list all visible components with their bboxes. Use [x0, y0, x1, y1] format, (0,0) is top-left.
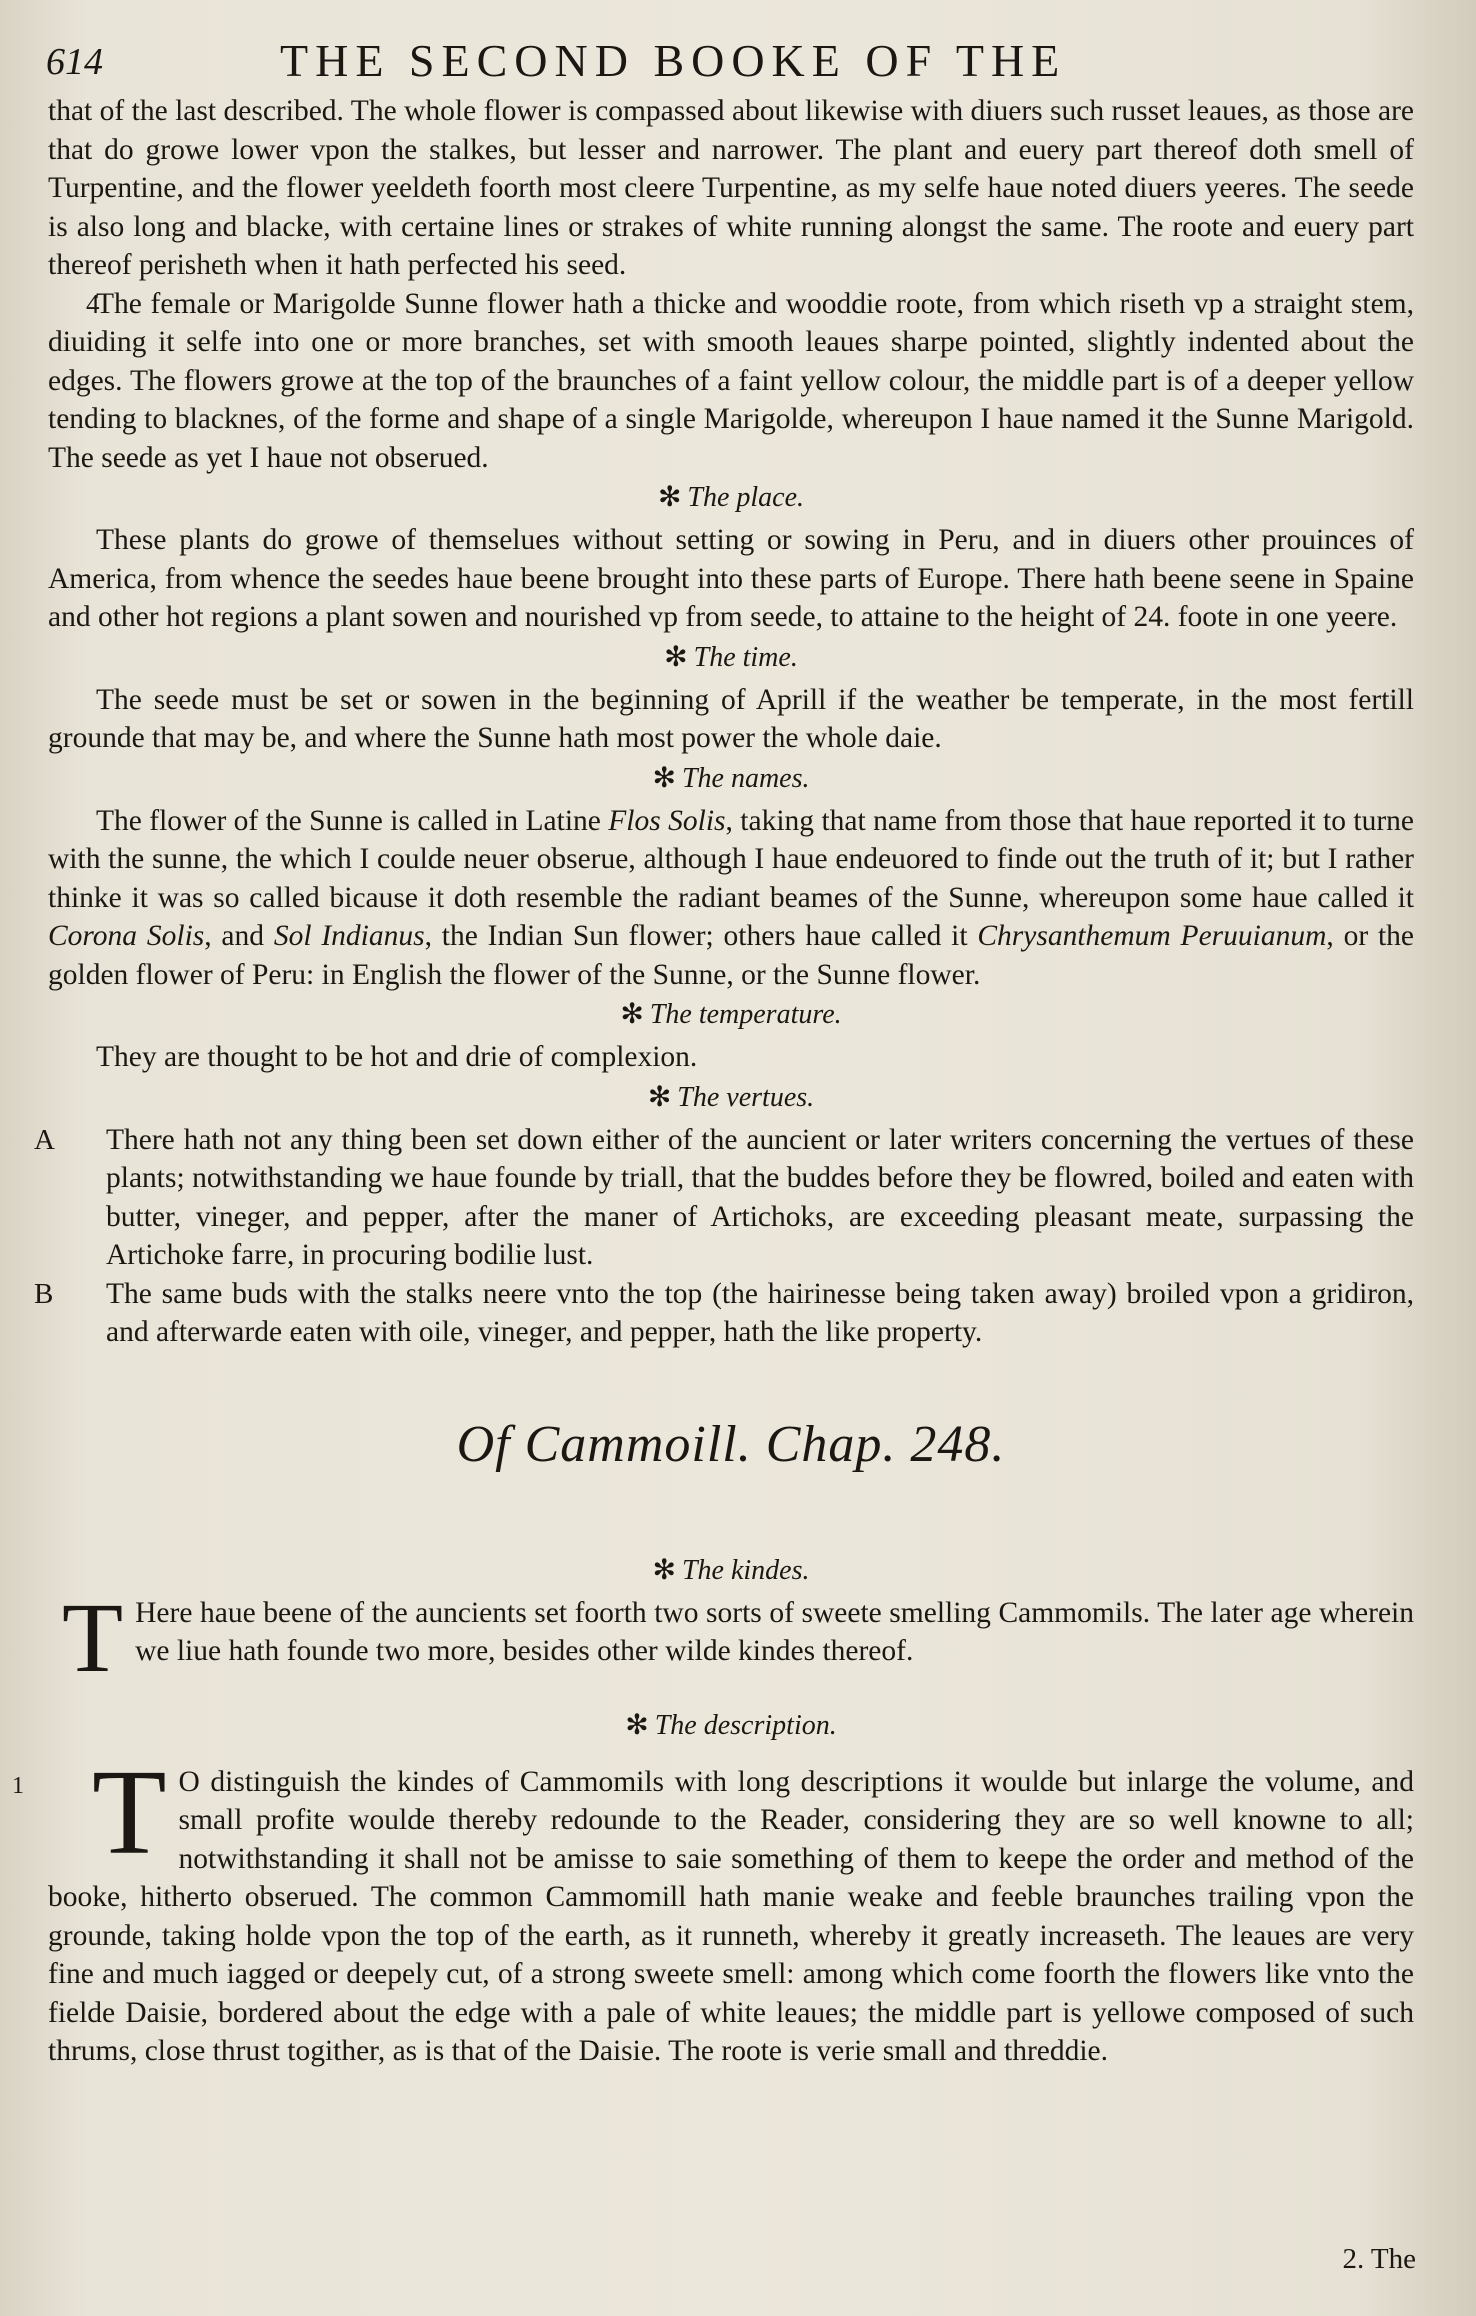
page-number: 614	[46, 41, 103, 83]
paragraph-text: The female or Marigolde Sunne flower hath a thicke and wooddie roote, from which riseth vp a straight stem, diuiding it selfe into one or more branches, set with smooth leaues sharpe pointed, slightly indented about the edges. The flowers growe at the top of the braunches of a faint yellow colour, the middle part is of a deeper yellow tending to blacknes, of the forme and shape of a single Marigolde, whereupon I haue named it the Sunne Marigold. The seede as yet I haue not obserued.	[48, 287, 1414, 474]
section-heading-place: ✻ The place.	[657, 482, 805, 513]
paragraph-time: The seede must be set or sowen in the beginning of Aprill if the weather be temperate, in the most fertill grounde that may be, and where the Sunne hath most power the whole daie.	[48, 683, 1414, 754]
asterism-icon: ✻	[647, 1081, 672, 1113]
paragraph-temperature: They are thought to be hot and drie of complexion.	[96, 1041, 698, 1073]
page-body	[12, 92, 1414, 2071]
margin-letter: A	[34, 1123, 55, 1156]
paragraph-names: The flower of the Sunne is called in Latine Flos Solis, taking that name from those that haue reported it to turne with the sunne, the which I coulde neuer obserue, although I haue endeuored to finde out the truth of it; but I rather thinke it was so called bicause it doth resemble the radiant beames of the Sunne, whereupon some haue called it Corona Solis, and Sol Indianus, the Indian Sun flower; others haue called it Chrysanthemum Peruuianum, or the golden flower of Peru: in English the flower of the Sunne, or the Sunne flower.	[48, 804, 1414, 991]
section-heading-description: ✻ The description.	[625, 1709, 837, 1741]
paragraph-place: These plants do growe of themselues without setting or sowing in Peru, and in diuers other prouinces of America, from whence the seedes haue beene brought into these parts of Europe. There hath beene seene in Spaine and other hot regions a plant sowen and nourished vp from seede, to attaine to the height of 24. foote in one yeere.	[48, 524, 1414, 633]
asterism-icon: ✻	[620, 999, 644, 1030]
drop-capital: T	[62, 1581, 124, 1693]
asterism-icon: ✻	[664, 641, 688, 673]
paragraph-continued: that of the last described. The whole flower is compassed about likewise with diuers such russet leaues, as those are that do growe lower vpon the stalkes, but lesser and narrower. The plant and euery part thereof doth smell of Turpentine, and the flower yeeldeth foorth most cleere Turpentine, as my selfe haue noted diuers yeeres. The seede is also long and blacke, with certaine lines or strakes of white running alongst the same. The roote and euery part thereof perisheth when it hath perfected his seed.	[48, 95, 1414, 281]
asterism-icon: ✻	[625, 1709, 649, 1741]
paragraph-number: 4	[86, 288, 100, 319]
vertue-a: A There hath not any thing been set down either of the auncient or later writers concerning the vertues of these plants; notwithstanding we haue founde by triall, that the buddes before they be flowred, boiled and eaten with butter, vineger, and pepper, after the maner of Artichoks, are exceeding pleasant meate, surpassing the Artichoke farre, in procuring bodilie lust.	[48, 1121, 1414, 1275]
page-header	[46, 30, 1426, 92]
paragraph-description: 1 T O distinguish the kindes of Cammomils with long descriptions it woulde but inlarge the volume, and small profite woulde thereby redounde to the Reader, considering they are so well knowne to all; notwithstanding it shall not be amisse to saie something of them to keepe the order and method of the booke, hitherto obserued. The common Cammomill hath manie weake and feeble braunches trailing vpon the grounde, taking holde vpon the top of the earth, as it runneth, whereby it greatly increaseth. The leaues are very fine and much iagged or deepely cut, of a strong sweete smell: among which come foorth the flowers like vnto the fielde Daisie, bordered about the edge with a pale of white leaues; the middle part is yellowe composed of such thrums, close thrust togither, as is that of the Daisie. The roote is verie small and threddie.	[12, 1744, 1414, 2067]
drop-capital: T	[92, 1744, 167, 1880]
chapter-title: Of Cammoill. Chap. 248.	[456, 1415, 1006, 1473]
section-heading-kindes: ✻ The kindes.	[652, 1554, 810, 1586]
section-heading-vertues: ✻ The vertues.	[647, 1081, 815, 1113]
margin-letter: B	[34, 1277, 54, 1310]
catchword: 2. The	[1342, 2243, 1416, 2275]
asterism-icon: ✻	[652, 762, 676, 794]
running-head: THE SECOND BOOKE OF THE	[280, 35, 1067, 86]
section-heading-temperature: ✻ The temperature.	[620, 999, 842, 1030]
paragraph-kindes: T Here haue beene of the auncients set foorth two sorts of sweete smelling Cammomils. The later age wherein we liue hath founde two more, besides other wilde kindes thereof.	[62, 1581, 1414, 1693]
paragraph-female-sunflower	[48, 285, 1414, 478]
asterism-icon: ✻	[652, 1554, 676, 1586]
section-heading-time: ✻ The time.	[664, 641, 798, 673]
section-heading-names: ✻ The names.	[652, 762, 810, 794]
asterism-icon: ✻	[657, 482, 682, 513]
vertue-b: B The same buds with the stalks neere vnto the top (the hairinesse being taken away) broiled vpon a gridiron, and afterwarde eaten with oile, vineger, and pepper, hath the like property.	[48, 1275, 1414, 1352]
paragraph-number: 1	[12, 1772, 24, 1799]
